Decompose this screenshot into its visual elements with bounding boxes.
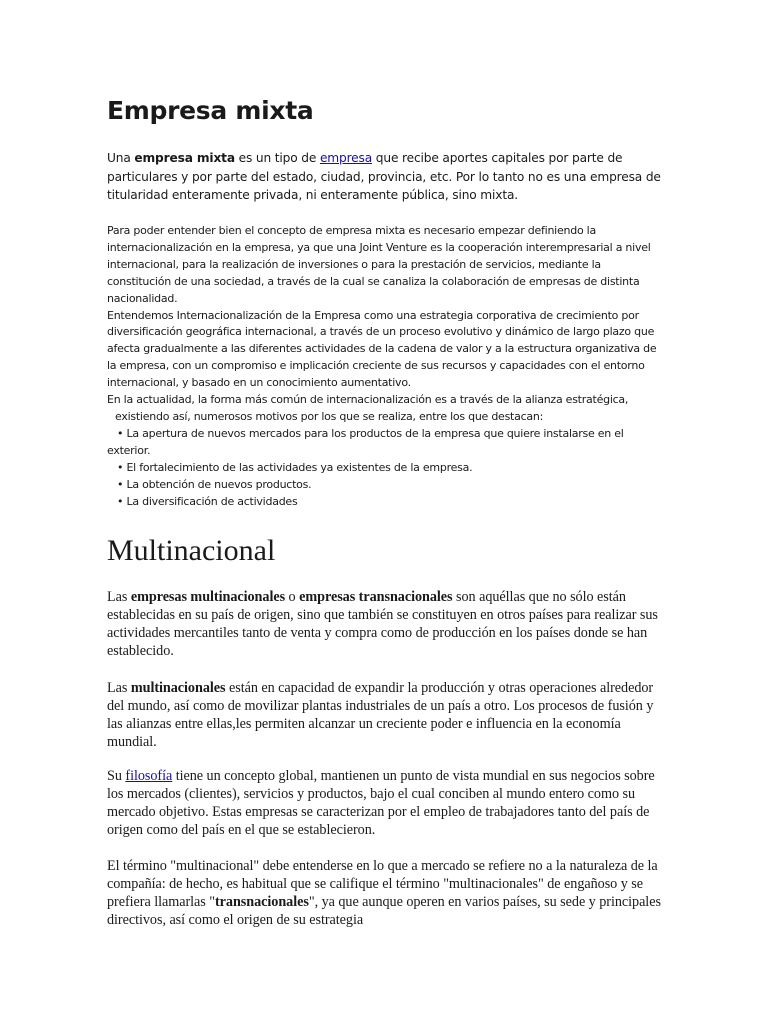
text-run: son aquéllas que no sólo están establecidas en su país de origen, sino que también se constituyen en otros países para realizar sus actividades mercantiles tanto de venta y compra como de producción en los países donde se han establecido.	[107, 589, 658, 659]
list-item: • La diversificación de actividades	[117, 494, 298, 508]
text-run: Las	[107, 680, 131, 696]
multinacional-paragraph-1	[107, 589, 667, 661]
text-run: Su	[107, 768, 126, 784]
bold-term: empresas multinacionales	[130, 589, 286, 605]
internacionalizacion-block	[107, 223, 667, 510]
empresa-link[interactable]: empresa	[319, 151, 373, 165]
paragraph-line: En la actualidad, la forma más común de internacionalización es a través de la alianza estratégica,	[107, 393, 629, 407]
paragraph-line: existiendo así, numerosos motivos por los que se realiza, entre los que destacan:	[115, 409, 544, 423]
text-run: es un tipo de	[234, 151, 320, 165]
text-run: están en capacidad de expandir la producción y otras operaciones alrededor del mundo, así como de movilizar plantas industriales de un país a otro. Los procesos de fusión y las alianzas entre ellas,les permiten alcanzar un creciente poder e influencia en la economía mundial.	[107, 680, 654, 750]
multinacional-paragraph-4	[107, 858, 667, 930]
intro-paragraph	[107, 149, 667, 205]
paragraph: Para poder entender bien el concepto de empresa mixta es necesario empezar definiendo la internacionalización en la empresa, ya que una Joint Venture es la cooperación interempresarial a nivel internacional, para la realización de inversiones o para la prestación de servicios, mediante la constitución de una sociedad, a través de la cual se canaliza la colaboración de empresas de distinta nacionalidad.	[107, 224, 651, 305]
text-run: El término "multinacional" debe entenderse en lo que a mercado se refiere no a la naturaleza de la compañía: de hecho, es habitual que se califique el término "multinacionales" de engañoso y se prefiera llamarlas "	[107, 858, 658, 910]
list-item: • La apertura de nuevos mercados para los productos de la empresa que quiere instalarse en el	[117, 426, 624, 440]
section-title-multinacional: Multinacional	[107, 534, 276, 567]
bold-term: transnacionales	[214, 893, 309, 910]
text-run: Una	[107, 151, 135, 165]
bold-term: empresa mixta	[134, 151, 235, 165]
text-run: tiene un concepto global, mantienen un punto de vista mundial en sus negocios sobre los mercados (clientes), servicios y productos, bajo el cual conciben al mundo entero como su mercado objetivo. Estas empresas se caracterizan por el empleo de trabajadores tanto del país de origen como del país en el que se establecieron.	[107, 768, 655, 838]
text-run: Las	[107, 589, 131, 605]
text-run: o	[285, 589, 300, 605]
text-run: ", ya que aunque operen en varios países, su sede y principales directivos, así como el origen de su estrategia	[107, 893, 661, 928]
list-item: • El fortalecimiento de las actividades ya existentes de la empresa.	[117, 460, 473, 474]
multinacional-paragraph-3	[107, 768, 667, 840]
filosofia-link[interactable]: filosofía	[125, 768, 173, 784]
multinacional-paragraph-2	[107, 680, 667, 752]
list-item: • La obtención de nuevos productos.	[117, 477, 312, 491]
text-run: que recibe aportes capitales por parte de particulares y por parte del estado, ciudad, provincia, etc. Por lo tanto no es una empresa de titularidad enteramente privada, ni enteramente pública, sino mixta.	[107, 151, 661, 202]
section-title-empresa-mixta: Empresa mixta	[107, 96, 314, 125]
bold-term: multinacionales	[130, 680, 226, 696]
bold-term: empresas transnacionales	[299, 589, 453, 605]
list-item-continuation: exterior.	[107, 443, 151, 457]
paragraph: Entendemos Internacionalización de la Empresa como una estrategia corporativa de crecimiento por diversificación geográfica internacional, a través de un proceso evolutivo y dinámico de largo plazo que afecta gradualmente a las diferentes actividades de la cadena de valor y a la estructura organizativa de la empresa, con un compromiso e implicación creciente de sus recursos y capacidades con el entorno internacional, y basado en un conocimiento aumentativo.	[107, 308, 657, 390]
